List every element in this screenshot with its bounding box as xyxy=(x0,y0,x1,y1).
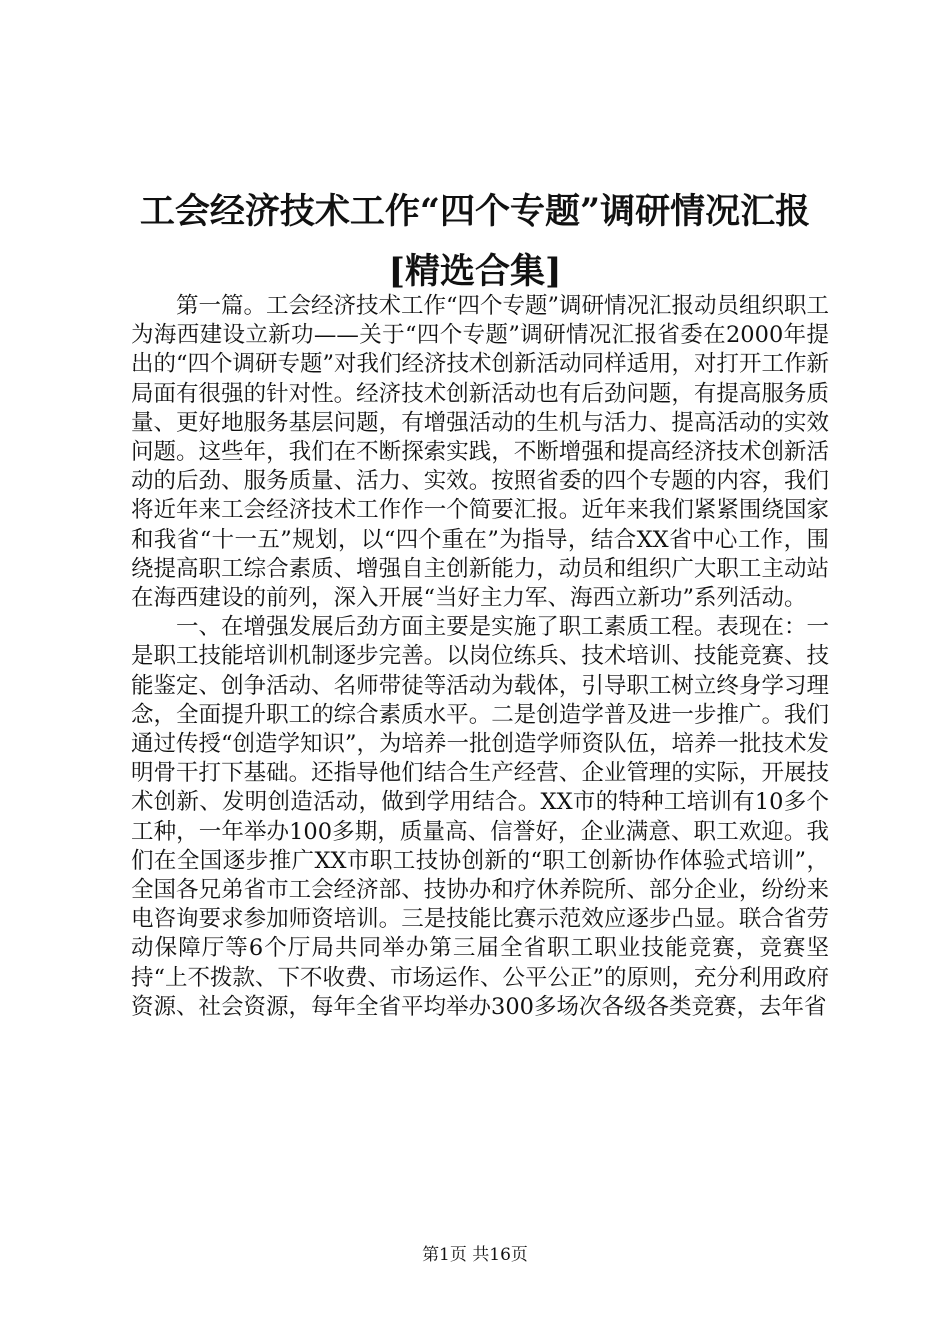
document-body xyxy=(131,292,829,1022)
page-number: 第1页 共16页 xyxy=(422,1245,528,1265)
body-paragraph: 第一篇。工会经济技术工作“四个专题”调研情况汇报动员组织职工为海西建设立新功——关于“四个专题”调研情况汇报省委在2000年提出的“四个调研专题”对我们经济技术创新活动同样适用，对打开工作新局面有很强的针对性。经济技术创新活动也有后劲问题，有提高服务质量、更好地服务基层问题，有增强活动的生机与活力、提高活动的实效问题。这些年，我们在不断探索实践，不断增强和提高经济技术创新活动的后劲、服务质量、活力、实效。按照省委的四个专题的内容，我们将近年来工会经济技术工作作一个简要汇报。近年来我们紧紧围绕国家和我省“十一五”规划，以“四个重在”为指导，结合XX省中心工作，围绕提高职工综合素质、增强自主创新能力，动员和组织广大职工主动站在海西建设的前列，深入开展“当好主力军、海西立新功”系列活动。 xyxy=(131,293,830,612)
body-paragraph: 一、在增强发展后劲方面主要是实施了职工素质工程。表现在：一是职工技能培训机制逐步完善。以岗位练兵、技术培训、技能竞赛、技能鉴定、创争活动、名师带徒等活动为载体，引导职工树立终身学习理念，全面提升职工的综合素质水平。二是创造学普及进一步推广。我们通过传授“创造学知识”，为培养一批创造学师资队伍，培养一批技术发明骨干打下基础。还指导他们结合生产经营、企业管理的实际，开展技术创新、发明创造活动，做到学用结合。XX市的特种工培训有10多个工种，一年举办100多期，质量高、信誉好，企业满意、职工欢迎。我们在全国逐步推广XX市职工技协创新的“职工创新协作体验式培训”，全国各兄弟省市工会经济部、技协办和疗休养院所、部分企业，纷纷来电咨询要求参加师资培训。三是技能比赛示范效应逐步凸显。联合省劳动保障厅等6个厅局共同举办第三届全省职工职业技能竞赛，竞赛坚持“上不拨款、下不收费、市场运作、公平公正”的原则，充分利用政府资源、社会资源，每年全省平均举办300多场次各级各类竞赛，去年省 xyxy=(131,614,830,1020)
document-subtitle: [精选合集] xyxy=(388,251,562,292)
document-title: 工会经济技术工作“四个专题”调研情况汇报 xyxy=(139,191,811,232)
